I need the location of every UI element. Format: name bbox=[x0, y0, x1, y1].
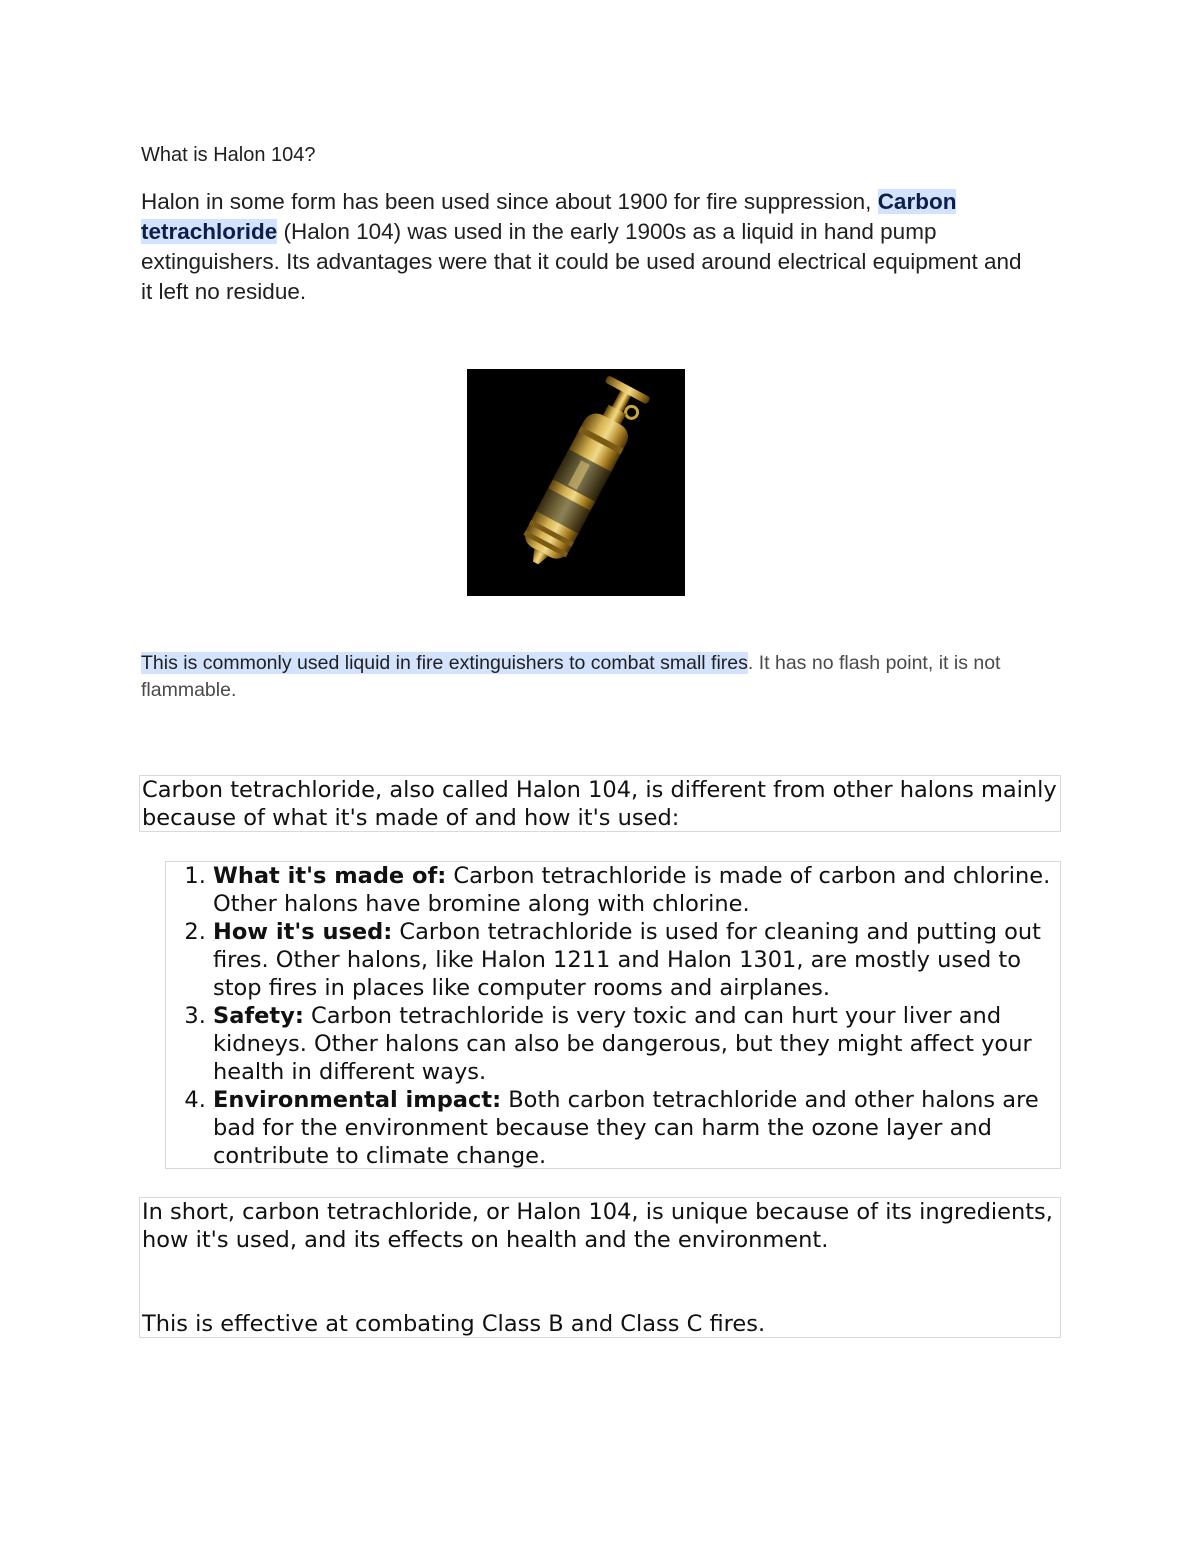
list-item-term: How it's used: bbox=[213, 919, 393, 945]
difference-intro-text: Carbon tetrachloride, also called Halon 104, is different from other halons mainly because of what it's made of and how it's used: bbox=[142, 777, 1057, 831]
list-item-term: What it's made of: bbox=[213, 863, 447, 889]
list-item-term: Environmental impact: bbox=[213, 1087, 502, 1113]
list-item bbox=[213, 918, 1060, 1002]
list-item bbox=[213, 1002, 1060, 1086]
summary-box bbox=[139, 1197, 1061, 1338]
carbon-tetrachloride-highlight: Carbon tetrachloride bbox=[141, 189, 957, 244]
differences-list bbox=[166, 862, 1060, 1170]
list-item-text: Both carbon tetrachloride and other halons are bad for the environment because they can harm the ozone layer and contribute to climate change. bbox=[213, 1087, 1039, 1169]
difference-intro-box bbox=[139, 775, 1061, 832]
differences-list-box bbox=[165, 861, 1061, 1169]
list-item bbox=[213, 862, 1060, 918]
closing-text: This is effective at combating Class B and Class C fires. bbox=[142, 1311, 766, 1337]
fire-extinguisher-illustration bbox=[467, 369, 685, 596]
intro-text-after: (Halon 104) was used in the early 1900s as a liquid in hand pump extinguishers. Its advantages were that it could be used around electrical equipment and it left no residue. bbox=[141, 219, 1022, 304]
intro-paragraph bbox=[141, 187, 1031, 307]
caption-rest: . It has no flash point, it is not flammable. bbox=[141, 652, 1001, 701]
page-title: What is Halon 104? bbox=[141, 144, 316, 166]
caption-paragraph bbox=[141, 650, 1051, 704]
blank-line bbox=[142, 1254, 1058, 1310]
fire-extinguisher-photo bbox=[467, 369, 685, 596]
intro-text-before: Halon in some form has been used since about 1900 for fire suppression, bbox=[141, 189, 878, 214]
list-item-term: Safety: bbox=[213, 1003, 304, 1029]
caption-highlight: This is commonly used liquid in fire extinguishers to combat small fires bbox=[141, 652, 748, 674]
list-item-text: Carbon tetrachloride is used for cleaning and putting out fires. Other halons, like Halon 1211 and Halon 1301, are mostly used to stop fires in places like computer rooms and airplanes. bbox=[213, 919, 1041, 1001]
list-item bbox=[213, 1086, 1060, 1170]
list-item-text: Carbon tetrachloride is made of carbon and chlorine. Other halons have bromine along with chlorine. bbox=[213, 863, 1051, 917]
list-item-text: Carbon tetrachloride is very toxic and can hurt your liver and kidneys. Other halons can also be dangerous, but they might affect your health in different ways. bbox=[213, 1003, 1032, 1085]
summary-text: In short, carbon tetrachloride, or Halon 104, is unique because of its ingredients, how it's used, and its effects on health and the environment. bbox=[142, 1199, 1053, 1253]
